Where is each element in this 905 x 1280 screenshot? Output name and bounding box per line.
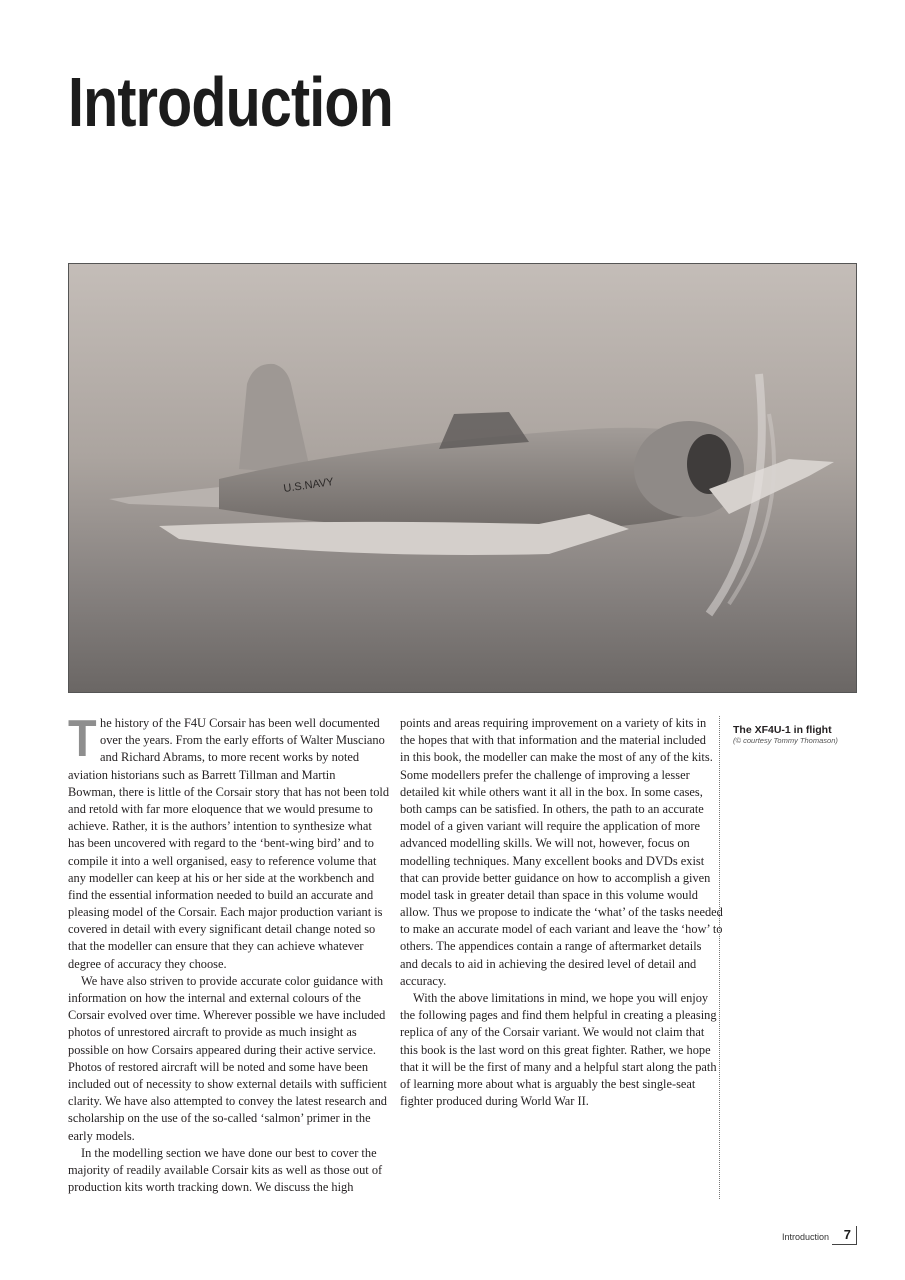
text-line: to make an accurate model of each variant and leave the ‘how’ to [400, 922, 723, 937]
text-line: Corsair evolved over time. Wherever possible we have included [68, 1008, 386, 1023]
text-line: any modeller can keep at his or her side at the workbench and [68, 870, 375, 885]
text-line: advanced modelling skills. We will not, however, focus on [400, 836, 690, 851]
text-line: of learning more about what is arguably the best single-seat [400, 1076, 696, 1091]
text-line: compile it into a well organised, easy to reference volume that [68, 853, 377, 868]
drop-cap: T [68, 710, 97, 768]
text-line: information on how the internal and external colours of the [68, 991, 361, 1005]
text-line: possible on how Corsairs appeared during their active service. [68, 1042, 376, 1057]
text-line: he history of the F4U Corsair has been well documented [100, 716, 380, 730]
text-line: achieve. Rather, it is the authors’ intention to synthesize what [68, 819, 372, 834]
page-title: Introduction [68, 63, 393, 141]
text-line: model of a given variant will require the application of more [400, 819, 701, 834]
text-line: allow. Thus we propose to indicate the ‘what’ of the tasks needed [400, 905, 723, 920]
text-line: With the above limitations in mind, we hope you will enjoy [413, 991, 709, 1005]
aircraft-photo [68, 263, 857, 693]
text-line: and retold with far more eloquence that we would presume to [68, 801, 373, 816]
text-line: clarity. We have also attempted to convey the latest research and [68, 1094, 387, 1109]
footer-section-name: Introduction [782, 1232, 830, 1242]
text-line: over the years. From the early efforts of Walter Musciano [100, 733, 385, 748]
text-line: find the essential information needed to build an accurate and [68, 887, 374, 902]
text-line: model task in greater detail than space in this volume would [400, 887, 698, 902]
text-line: production kits worth tracking down. We discuss the high [68, 1180, 354, 1195]
text-line: aviation historians such as Barrett Tillman and Martin [68, 767, 336, 782]
body-column-1 [68, 710, 390, 1196]
text-line: points and areas requiring improvement on a variety of kits in [400, 716, 707, 730]
caption-credit: (© courtesy Tommy Thomason) [733, 736, 838, 745]
text-line: degree of accuracy they choose. [68, 956, 227, 971]
text-line: We have also striven to provide accurate color guidance with [81, 973, 384, 988]
photo-caption [733, 724, 838, 746]
text-line: the following pages and find them helpful in creating a pleasing [400, 1008, 717, 1023]
text-line: and Richard Abrams, to more recent works by noted [100, 750, 360, 765]
text-line: the hopes that with that information and the material included [400, 733, 706, 748]
text-line: that the modeller can ensure that they can achieve whatever [68, 939, 364, 954]
text-line: pleasing model of the Corsair. Each major production variant is [68, 905, 383, 920]
page-number: 7 [832, 1226, 857, 1245]
text-line: others. The appendices contain a range of aftermarket details [400, 939, 702, 954]
corsair-illustration [69, 264, 857, 693]
text-line: modelling techniques. Many excellent books and DVDs exist [400, 853, 705, 868]
text-line: covered in detail with every significant detail change noted so [68, 922, 376, 937]
caption-title: The XF4U-1 in flight [733, 724, 832, 736]
column-divider [719, 716, 720, 1199]
text-line: In the modelling section we have done our best to cover the [81, 1145, 377, 1160]
text-line: replica of any of the Corsair variant. We would not claim that [400, 1025, 705, 1040]
text-line: that it will be the first of many and a helpful start along the path [400, 1059, 717, 1074]
text-line: has been uncovered with regard to the ‘bent-wing bird’ and to [68, 836, 374, 851]
text-line: Bowman, there is little of the Corsair story that has not been told [68, 784, 390, 799]
text-line: fighter produced during World War II. [400, 1094, 589, 1109]
text-line: and decals to aid in achieving the desired level of detail and [400, 956, 697, 971]
text-line: early models. [68, 1128, 135, 1143]
text-line: Photos of restored aircraft will be noted and some have been [68, 1059, 369, 1074]
text-line: scholarship on the use of the so-called ‘salmon’ primer in the [68, 1111, 371, 1126]
text-line: Some modellers prefer the challenge of improving a lesser [400, 767, 690, 782]
text-line: photos of unrestored aircraft to provide as much insight as [68, 1025, 357, 1040]
body-column-2 [400, 715, 723, 1110]
text-line: included out of necessity to show external details with sufficient [68, 1076, 387, 1091]
text-line: detailed kit while others want it all in the box. In some cases, [400, 784, 703, 799]
text-line: accuracy. [400, 973, 447, 988]
text-line: majority of readily available Corsair kits as well as those out of [68, 1162, 383, 1177]
fuselage-marking: U.S.NAVY [282, 476, 335, 495]
text-line: this book is the last word on this great fighter. Rather, we hope [400, 1042, 711, 1057]
text-line: in this book, the modeller can make the most of any of the kits. [400, 750, 713, 765]
text-line: both camps can be satisfied. In others, the path to an accurate [400, 801, 704, 816]
text-line: that can provide better guidance on how to accomplish a given [400, 870, 711, 885]
